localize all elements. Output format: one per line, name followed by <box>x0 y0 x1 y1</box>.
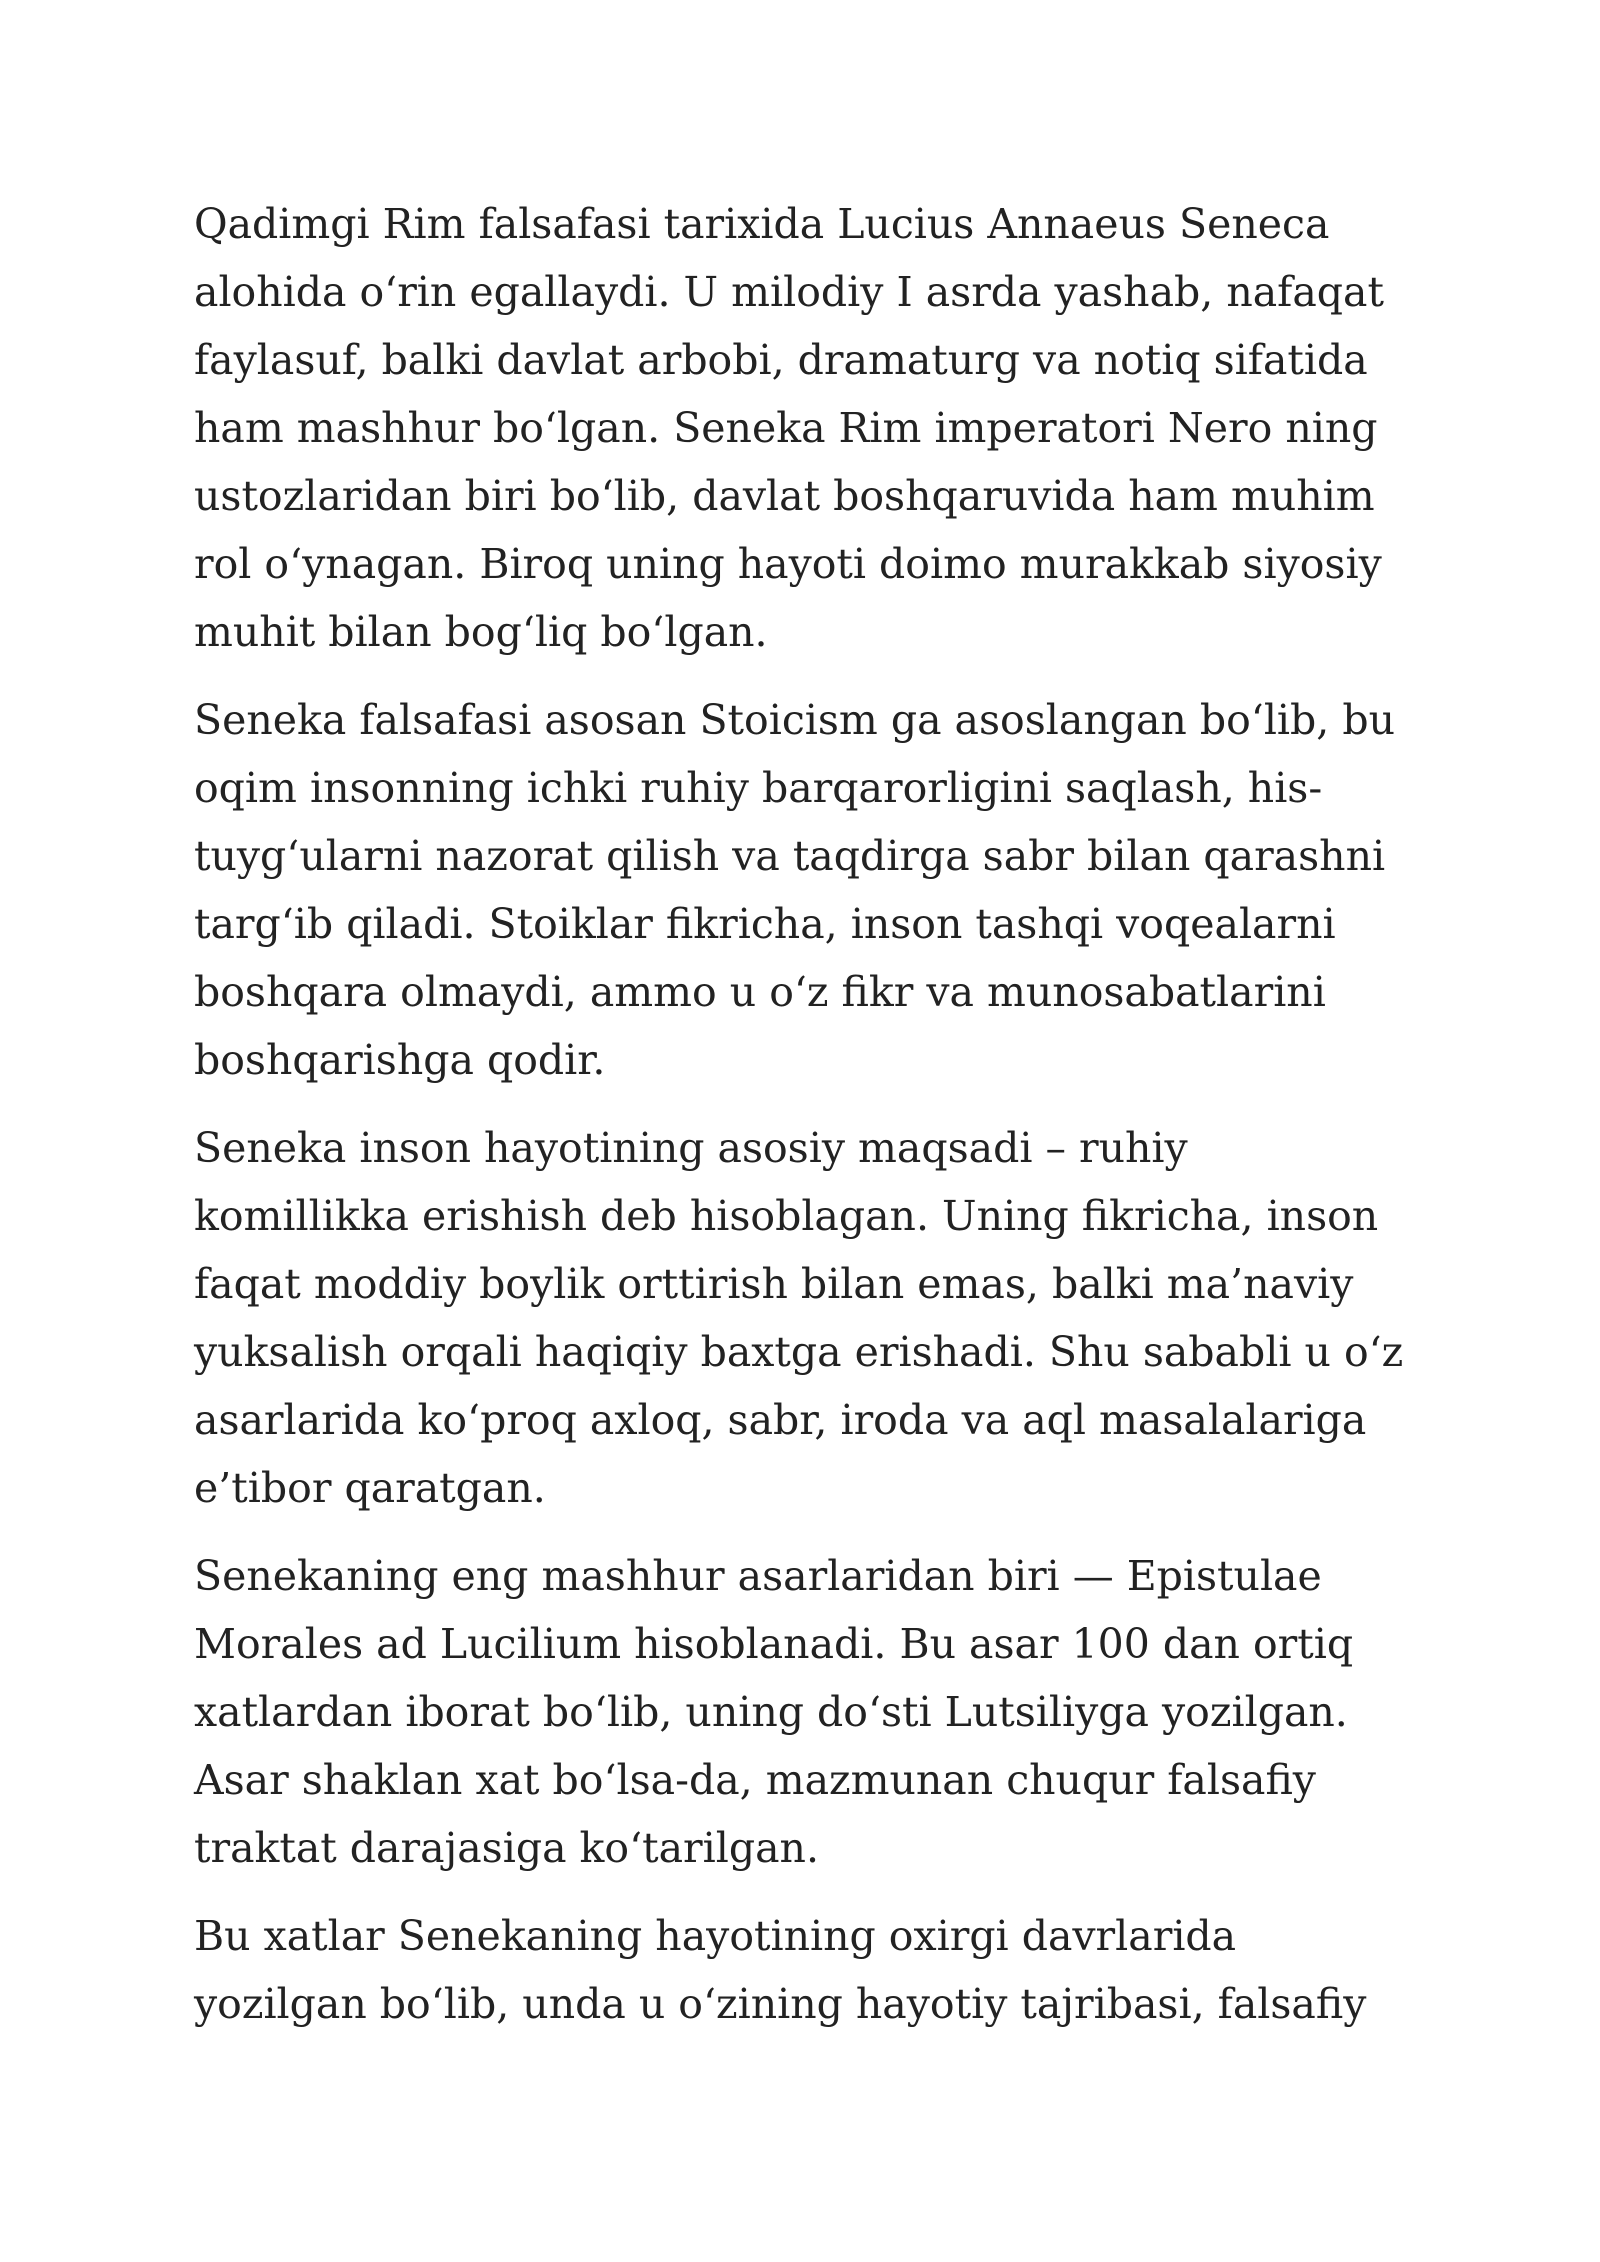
text-line: Seneka falsafasi asosan Stoicism ga asoslangan bo‘lib, bu <box>194 696 1396 744</box>
text-line: komillikka erishish deb hisoblagan. Uning fikricha, inson <box>194 1192 1379 1240</box>
text-line: muhit bilan bog‘liq bo‘lgan. <box>194 608 768 656</box>
paragraph-4 <box>194 1542 1414 1882</box>
paragraph-3 <box>194 1114 1414 1522</box>
text-line: e’tibor qaratgan. <box>194 1464 546 1512</box>
text-line: Qadimgi Rim falsafasi tarixida Lucius Annaeus Seneca <box>194 200 1330 248</box>
document-body <box>194 190 1414 2058</box>
text-line: targ‘ib qiladi. Stoiklar fikricha, inson tashqi voqealarni <box>194 900 1336 948</box>
text-line: tuyg‘ularni nazorat qilish va taqdirga sabr bilan qarashni <box>194 832 1386 880</box>
paragraph-2 <box>194 686 1414 1094</box>
text-line: faylasuf, balki davlat arbobi, dramaturg va notiq sifatida <box>194 336 1368 384</box>
text-line: Senekaning eng mashhur asarlaridan biri — Epistulae <box>194 1552 1322 1600</box>
text-line: alohida o‘rin egallaydi. U milodiy I asrda yashab, nafaqat <box>194 268 1384 316</box>
text-line: boshqarishga qodir. <box>194 1036 606 1084</box>
paragraph-5 <box>194 1902 1414 2038</box>
text-line: yozilgan bo‘lib, unda u o‘zining hayotiy tajribasi, falsafiy <box>194 1980 1367 2028</box>
text-line: faqat moddiy boylik orttirish bilan emas, balki ma’naviy <box>194 1260 1354 1308</box>
text-line: xatlardan iborat bo‘lib, uning do‘sti Lutsiliyga yozilgan. <box>194 1688 1348 1736</box>
text-line: asarlarida ko‘proq axloq, sabr, iroda va aql masalalariga <box>194 1396 1367 1444</box>
text-line: Bu xatlar Senekaning hayotining oxirgi davrlarida <box>194 1912 1237 1960</box>
text-line: Asar shaklan xat bo‘lsa-da, mazmunan chuqur falsafiy <box>194 1756 1316 1804</box>
text-line: Morales ad Lucilium hisoblanadi. Bu asar 100 dan ortiq <box>194 1620 1354 1668</box>
text-line: ham mashhur bo‘lgan. Seneka Rim imperatori Nero ning <box>194 404 1378 452</box>
text-line: boshqara olmaydi, ammo u o‘z fikr va munosabatlarini <box>194 968 1326 1016</box>
text-line: oqim insonning ichki ruhiy barqarorligini saqlash, his- <box>194 764 1323 812</box>
text-line: traktat darajasiga ko‘tarilgan. <box>194 1824 819 1872</box>
text-line: Seneka inson hayotining asosiy maqsadi – ruhiy <box>194 1124 1188 1172</box>
text-line: yuksalish orqali haqiqiy baxtga erishadi. Shu sababli u o‘z <box>194 1328 1404 1376</box>
paragraph-1 <box>194 190 1414 666</box>
text-line: ustozlaridan biri bo‘lib, davlat boshqaruvida ham muhim <box>194 472 1375 520</box>
text-line: rol o‘ynagan. Biroq uning hayoti doimo murakkab siyosiy <box>194 540 1382 588</box>
